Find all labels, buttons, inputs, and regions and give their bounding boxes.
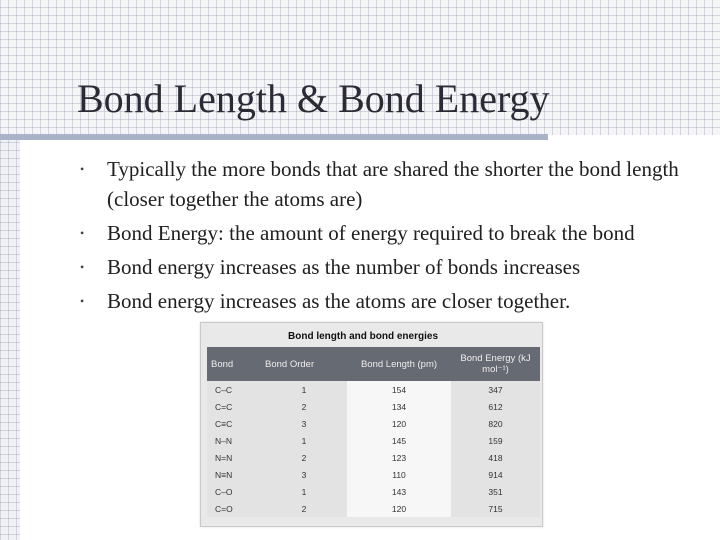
cell-bond-order: 1 xyxy=(261,432,347,449)
bullet-dot-icon: • xyxy=(80,226,85,240)
bullet-text: Bond energy increases as the number of bonds increases xyxy=(107,255,581,279)
cell-bond-length: 134 xyxy=(347,398,451,415)
header-bond-order: Bond Order xyxy=(261,347,347,381)
cell-bond-order: 1 xyxy=(261,381,347,398)
cell-bond-energy: 820 xyxy=(451,415,540,432)
cell-bond-energy: 159 xyxy=(451,432,540,449)
cell-bond-length: 110 xyxy=(347,466,451,483)
cell-bond: C–O xyxy=(207,483,261,500)
bullet-text: Typically the more bonds that are shared the shorter the bond length (closer together the atoms are) xyxy=(107,157,679,211)
cell-bond-order: 2 xyxy=(261,398,347,415)
cell-bond-order: 3 xyxy=(261,415,347,432)
cell-bond-length: 143 xyxy=(347,483,451,500)
bullet-item xyxy=(80,154,707,214)
table-row xyxy=(207,381,540,398)
header-bond-length: Bond Length (pm) xyxy=(347,347,451,381)
cell-bond-length: 123 xyxy=(347,449,451,466)
table-row xyxy=(207,415,540,432)
bond-table-image xyxy=(200,322,543,527)
bullet-text: Bond energy increases as the atoms are closer together. xyxy=(107,289,571,313)
cell-bond: N–N xyxy=(207,432,261,449)
cell-bond-length: 120 xyxy=(347,500,451,517)
cell-bond-energy: 347 xyxy=(451,381,540,398)
cell-bond-energy: 914 xyxy=(451,466,540,483)
cell-bond-length: 145 xyxy=(347,432,451,449)
slide-title: Bond Length & Bond Energy xyxy=(77,76,550,121)
cell-bond-order: 3 xyxy=(261,466,347,483)
grid-left-strip xyxy=(0,135,20,540)
cell-bond-length: 154 xyxy=(347,381,451,398)
table-row xyxy=(207,398,540,415)
header-bond-energy: Bond Energy (kJ mol⁻¹) xyxy=(451,347,540,381)
cell-bond: C–C xyxy=(207,381,261,398)
bullet-item xyxy=(80,286,707,316)
bond-table xyxy=(207,347,540,517)
cell-bond-length: 120 xyxy=(347,415,451,432)
cell-bond-energy: 612 xyxy=(451,398,540,415)
table-header-row xyxy=(207,347,540,381)
cell-bond: C=O xyxy=(207,500,261,517)
bullet-list xyxy=(80,154,707,320)
bullet-text: Bond Energy: the amount of energy required to break the bond xyxy=(107,221,635,245)
table-row xyxy=(207,449,540,466)
bullet-dot-icon: • xyxy=(80,260,85,274)
cell-bond-order: 2 xyxy=(261,449,347,466)
cell-bond-energy: 715 xyxy=(451,500,540,517)
cell-bond: N=N xyxy=(207,449,261,466)
table-row xyxy=(207,466,540,483)
bullet-dot-icon: • xyxy=(80,294,85,308)
bullet-dot-icon: • xyxy=(80,162,85,176)
bond-table-title: Bond length and bond energies xyxy=(288,331,438,342)
table-row xyxy=(207,432,540,449)
table-row xyxy=(207,500,540,517)
header-bond: Bond xyxy=(207,347,261,381)
cell-bond: C=C xyxy=(207,398,261,415)
bullet-item xyxy=(80,218,707,248)
cell-bond: N≡N xyxy=(207,466,261,483)
title-underline xyxy=(0,134,548,140)
cell-bond-order: 2 xyxy=(261,500,347,517)
cell-bond-order: 1 xyxy=(261,483,347,500)
table-row xyxy=(207,483,540,500)
cell-bond: C≡C xyxy=(207,415,261,432)
cell-bond-energy: 418 xyxy=(451,449,540,466)
cell-bond-energy: 351 xyxy=(451,483,540,500)
bullet-item xyxy=(80,252,707,282)
